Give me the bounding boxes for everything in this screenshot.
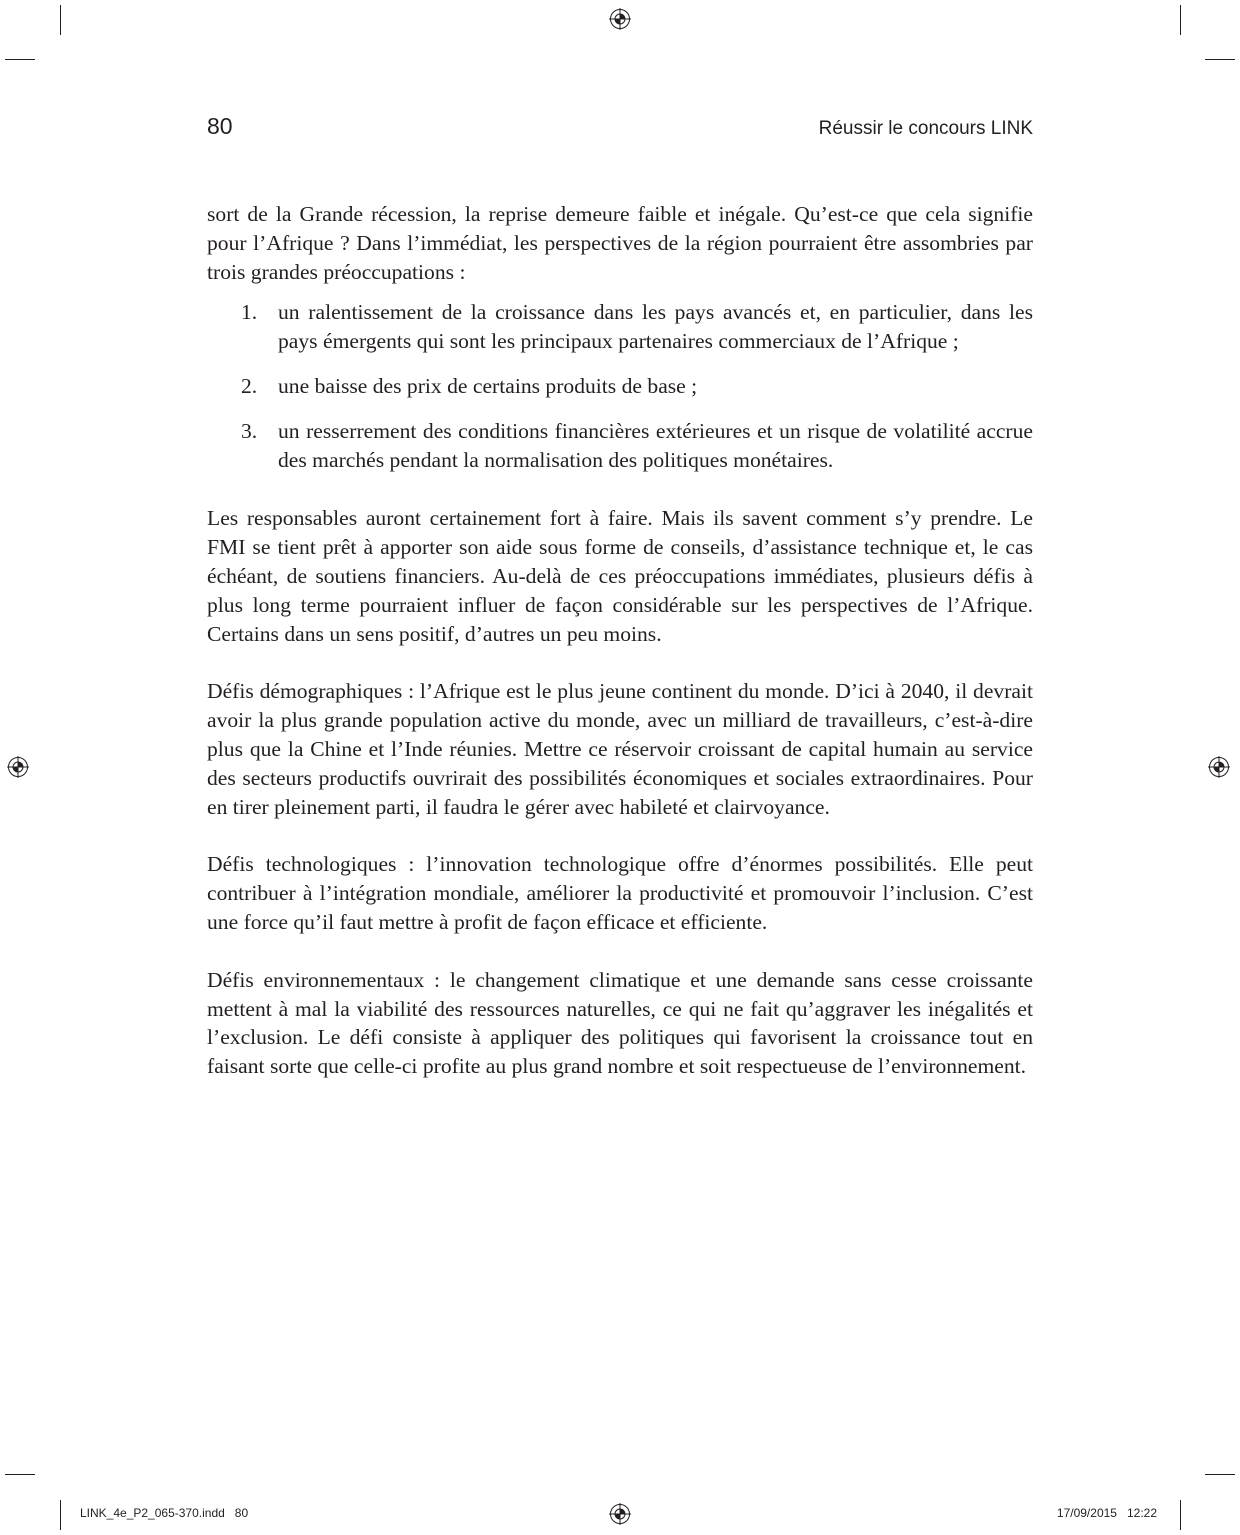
body-text bbox=[207, 200, 1033, 1110]
list-item-text: un resserrement des conditions financières extérieures et un risque de volatilité accrue des marchés pendant la normalisation des politiques monétaires. bbox=[278, 418, 1033, 472]
crop-mark-left-top bbox=[5, 59, 35, 60]
registration-mark-right-icon bbox=[1208, 756, 1230, 778]
list-item-number: 2. bbox=[241, 373, 258, 398]
list-item-number: 3. bbox=[241, 418, 258, 443]
intro-paragraph: sort de la Grande récession, la reprise demeure faible et inégale. Qu’est-ce que cela signifie pour l’Afrique ? Dans l’immédiat, les perspectives de la région pourraient être assombries par trois grandes préoccupations : bbox=[207, 202, 1033, 284]
running-title: Réussir le concours LINK bbox=[818, 118, 1033, 139]
concerns-list bbox=[207, 298, 1033, 474]
paragraph-responsables: Les responsables auront certainement fort à faire. Mais ils savent comment s’y prendre. Le FMI se tient prêt à apporter son aide sous forme de conseils, d’assistance technique et, le cas échéant, de soutiens financiers. Au-delà de ces préoccupations immédiates, plusieurs défis à plus long terme pourraient influer de façon considérable sur les perspectives de l’Afrique. Certains dans un sens positif, d’autres un peu moins. bbox=[207, 506, 1033, 646]
crop-mark-bottom-left bbox=[60, 1500, 61, 1530]
list-item-text: une baisse des prix de certains produits de base ; bbox=[278, 373, 698, 398]
list-item bbox=[207, 372, 1033, 401]
paragraph-defis-demographiques: Défis démographiques : l’Afrique est le plus jeune continent du monde. D’ici à 2040, il devrait avoir la plus grande population active du monde, avec un milliard de travailleurs, c’est-à-dire plus que la Chine et l’Inde réunies. Mettre ce réservoir croissant de capital humain au service des secteurs productifs ouvrirait des possibilités économiques et sociales extraordinaires. Pour en tirer pleinement parti, il faudra le gérer avec habileté et clairvoyance. bbox=[207, 679, 1033, 819]
registration-mark-bottom-icon bbox=[609, 1503, 631, 1525]
registration-mark-left-icon bbox=[7, 756, 29, 778]
list-item bbox=[207, 298, 1033, 356]
page-number: 80 bbox=[207, 113, 233, 139]
slug-file-name: LINK_4e_P2_065-370.indd 80 bbox=[80, 1506, 249, 1520]
list-item-number: 1. bbox=[241, 300, 258, 325]
slug-timestamp: 17/09/2015 12:22 bbox=[1056, 1506, 1157, 1520]
crop-mark-top-left bbox=[60, 5, 61, 35]
registration-mark-top-icon bbox=[609, 8, 631, 30]
crop-mark-right-bottom bbox=[1205, 1474, 1235, 1475]
crop-mark-top-right bbox=[1180, 5, 1181, 35]
crop-mark-left-bottom bbox=[5, 1474, 35, 1475]
paragraph-defis-environnementaux: Défis environnementaux : le changement climatique et une demande sans cesse croissante mettent à mal la viabilité des ressources naturelles, ce qui ne fait qu’aggraver les inégalités et l’exclusion. Le défi consiste à appliquer des politiques qui favorisent la croissance tout en faisant sorte que celle-ci profite au plus grand nombre et soit respectueuse de l’environnement. bbox=[207, 967, 1033, 1079]
list-item bbox=[207, 417, 1033, 475]
crop-mark-bottom-right bbox=[1180, 1500, 1181, 1530]
paragraph-defis-technologiques: Défis technologiques : l’innovation technologique offre d’énormes possibilités. Elle peut contribuer à l’intégration mondiale, améliorer la productivité et promouvoir l’inclusion. C’est une force qu’il faut mettre à profit de façon efficace et efficiente. bbox=[207, 852, 1033, 934]
list-item-text: un ralentissement de la croissance dans les pays avancés et, en particulier, dans les pays émergents qui sont les principaux partenaires commerciaux de l’Afrique ; bbox=[278, 300, 1033, 354]
crop-mark-right-top bbox=[1205, 59, 1235, 60]
